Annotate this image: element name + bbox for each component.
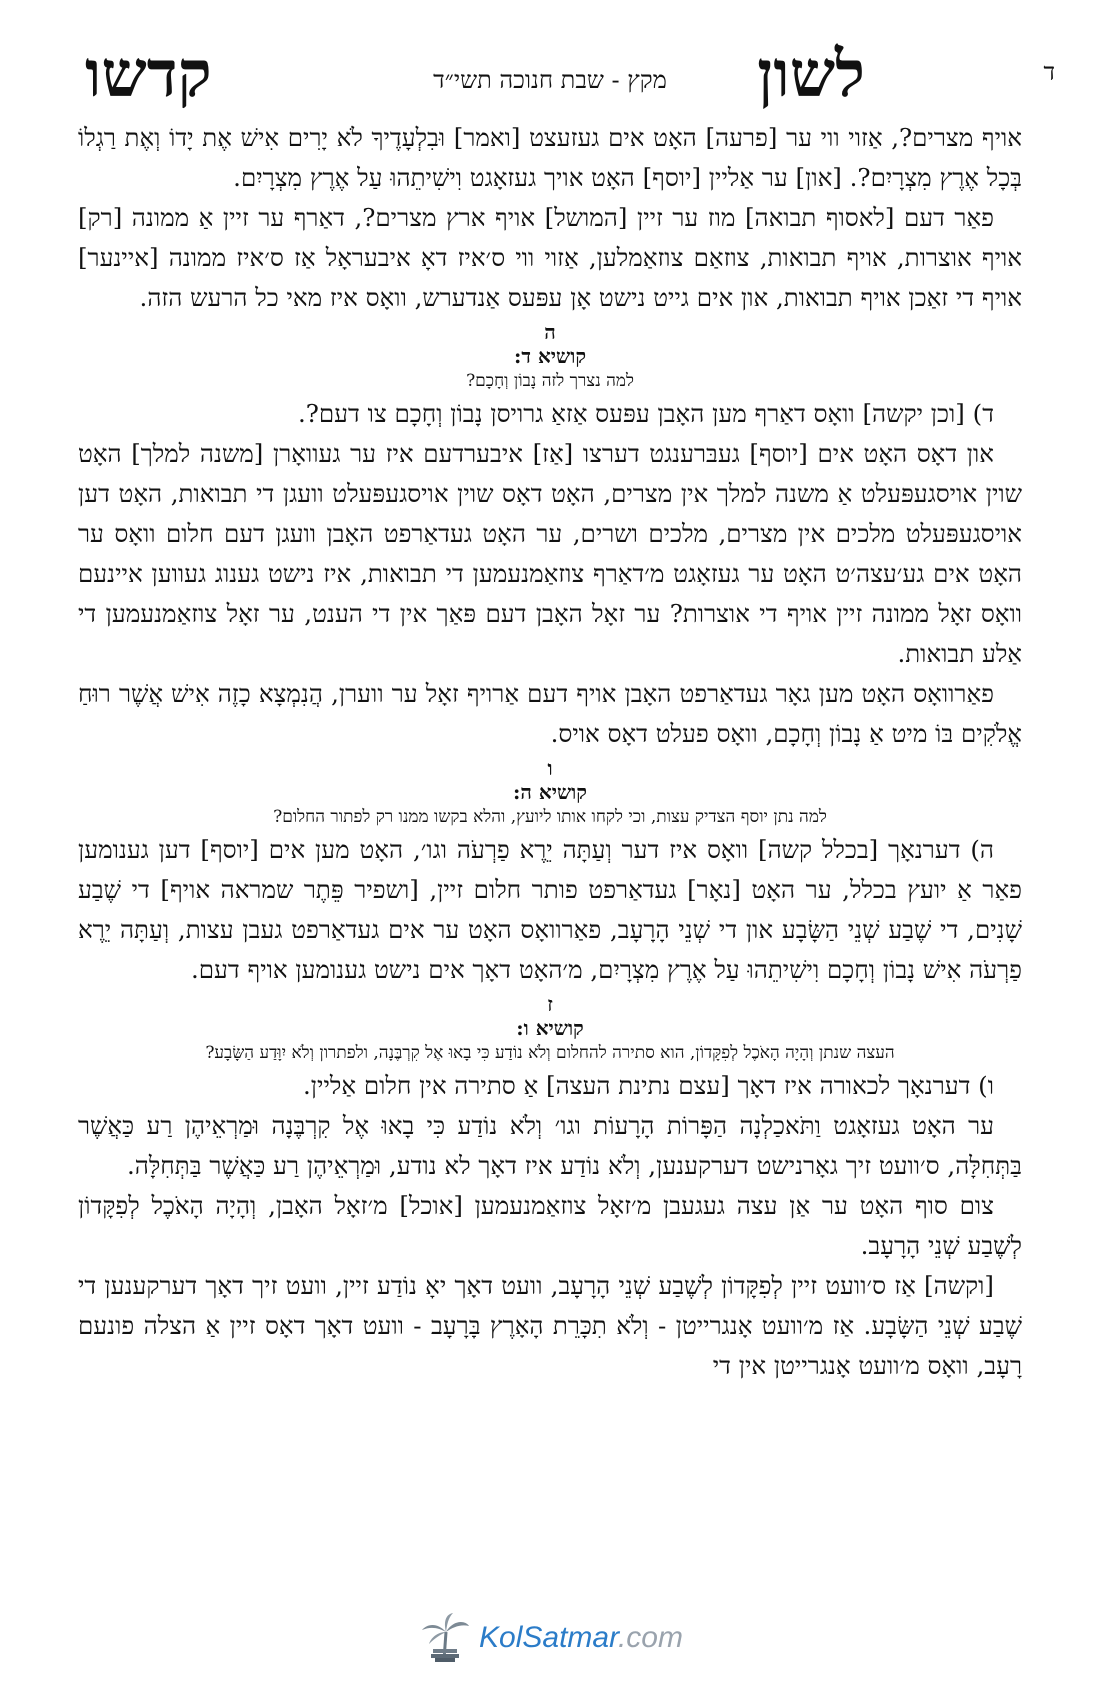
section-subtitle-f: העצה שנתן וְהָיָה הָאֹכֶל לְפִקָּדוֹן, הוא סתירה להחלום וְלֹא נוֹדַע כִּי בָאוּ אֶל קִרְבֶּנָה, ולפתרון וְלֹא יִוָּדַע הַשָּׂבָע? xyxy=(205,1043,895,1063)
section-letter-d: ה xyxy=(544,320,556,344)
page-footer xyxy=(0,1610,1100,1680)
section-subtitle-d: למה נצרך לזה נָבוֹן וְחָכָם? xyxy=(466,371,634,391)
paragraph-4: און דאָס האָט אים [יוסף] געבּרענגט דערצו [אַז] איבערדעם איז ער געוואָרן [משנה למלך] האָט שוין אויסגעפּעלט אַ משנה למלך אין מצרים, האָט דאָס שוין אויסגעפּעלט וועגן די תבואות, האָט דען אויסגעפּעלט מלכים אין מצרים, מלכים ושרים, ער האָט געדאַרפט האָבן וועגן דעם חלום וואָס ער האָט אים גע׳עצה׳ט האָט ער געזאָגט מ׳דאַרף צוזאַמנעמען די תבואות, איז נישט גענוג געווען איינעם וואָס זאָל ממונה זיין אויף די אוצרות? ער זאָל האָבן דעם פּאַך אין די הענט, ער זאָל צוזאַמנעמען די אַלע תבואות. xyxy=(78,439,1022,668)
section-subtitle-e: למה נתן יוסף הצדיק עצות, וכי לקחו אותו ליועץ, והלא בקשו ממנו רק לפתור החלום? xyxy=(273,807,827,827)
paragraph-8: ער האָט געזאָגט וַתֹּאכַלְנָה הַפָּרוֹת הָרָעוֹת וגו׳ וְלֹא נוֹדַע כִּי בָאוּ אֶל קִרְבֶּנָה וּמַרְאֵיהֶן רַע כַּאֲשֶׁר בַּתְּחִלָּה, ס׳וועט זיך גאָרנישט דערקענען, וְלֹא נוֹדַע איז דאָך לא נודע, וּמַרְאֵיהֶן רַע כַּאֲשֶׁר בַּתְּחִלָּה. xyxy=(78,1111,1022,1180)
section-title-e: קושיא ה: xyxy=(513,780,587,804)
section-title-d: קושיא ד: xyxy=(513,344,587,368)
header-subtitle: מקץ - שבת חנוכה תשי״ד xyxy=(433,66,667,94)
header-title-right: לשון xyxy=(757,37,865,112)
section-title-f: קושיא ו: xyxy=(516,1016,584,1040)
kolsatmar-logo[interactable] xyxy=(417,1610,683,1666)
page-number: ד xyxy=(1043,58,1055,86)
main-text xyxy=(78,118,1022,1386)
palm-tree-books-icon xyxy=(417,1610,473,1666)
header-title-left: קדשו xyxy=(85,37,212,112)
section-letter-f: ז xyxy=(547,992,553,1016)
paragraph-6: ה) דערנאָך [בכלל קשה] וואָס איז דער וְעַתָּה יֵרֶא פַרְעֹה וגו׳, האָט מען אים [יוסף] דען גענומען פאַר אַ יועץ בכלל, ער האָט [נאָר] געדאַרפט פותר חלום זיין, [ושפיר פֵּתֶר שמראה אויף] די שֶׁבַע שָׁנִים, די שֶׁבַע שְׁנֵי הַשָּׂבָע און די שְׁנֵי הָרָעָב, פאַרוואָס האָט ער אים געדאַרפט געבן עצות, וְעַתָּה יֵרֶא פַרְעֹה אִישׁ נָבוֹן וְחָכָם וִישִׁיתֵהוּ עַל אֶרֶץ מִצְרָיִם, מ׳האָט דאָך אים נישט גענומען אויף דעם. xyxy=(78,835,1022,984)
logo-domain: .com xyxy=(617,1621,683,1654)
section-letter-e: ו xyxy=(547,756,553,780)
paragraph-5: פאַרוואָס האָט מען גאָר געדאַרפט האָבן אויף דעם אַרויף זאָל ער ווערן, הֲנִמְצָא כָזֶה אִישׁ אֲשֶׁר רוּחַ אֱלֹקִים בּוֹ מיט אַ נָבוֹן וְחָכָם, וואָס פעלט דאָס אויס. xyxy=(78,679,1022,748)
paragraph-10: [וקשה] אַז ס׳וועט זיין לְפִקָּדוֹן לְשֶׁבַע שְׁנֵי הָרָעָב, וועט דאָך יאָ נוֹדַע זיין, וועט זיך דאָך דערקענען די שֶׁבַע שְׁנֵי הַשָּׂבָע. אַז מ׳וועט אָנגרייטן - וְלֹא תִכָּרֵת הָאָרֶץ בָּרָעָב - וועט דאָך דאָס זיין אַ הצלה פונעם רָעָב, וואָס מ׳וועט אָנגרייטן אין די xyxy=(78,1271,1022,1380)
paragraph-7: ו) דערנאָך לכאורה איז דאָך [עצם נתינת העצה] אַ סתירה אין חלום אַליין. xyxy=(303,1071,994,1100)
page-header xyxy=(80,37,1055,112)
paragraph-3: ד) [וכן יקשה] וואָס דאַרף מען האָבן עפּעס אַזאַ גרויסן נָבוֹן וְחָכָם צו דעם?. xyxy=(297,399,994,428)
paragraph-1: אויף מצרים?, אַזוי ווי ער [פרעה] האָט אים געזעצט [ואמר] וּבִלְעָדֶיךָ לֹא יָרִים אִישׁ אֶת יָדוֹ וְאֶת רַגְלוֹ בְּכָל אֶרֶץ מִצְרָיִם?. [און] ער אַליין [יוסף] האָט אויך געזאָגט וִישִׁיתֵהוּ עַל אֶרֶץ מִצְרָיִם. xyxy=(78,123,1022,192)
paragraph-9: צום סוף האָט ער אַן עצה געגעבן מ׳זאָל צוזאַמנעמען [אוכל] מ׳זאָל האָבן, וְהָיָה הָאֹכֶל לְפִקָּדוֹן לְשֶׁבַע שְׁנֵי הָרָעָב. xyxy=(78,1191,1022,1260)
paragraph-2: פאַר דעם [לאסוף תבואה] מוז ער זיין [המושל] אויף ארץ מצרים?, דאַרף ער זיין אַ ממונה [רק] אויף אוצרות, אויף תבואות, צוזאַם צוזאַמלען, אַזוי ווי ס׳איז דאָ איבעראָל אַז ס׳איז ממונה [איינער] אויף די זאַכן אויף תבואות, און אים גייט נישט אָן עפּעס אַנדערש, וואָס איז מאי כל הרעש הזה. xyxy=(78,203,1022,312)
logo-text: KolSatmar.com xyxy=(479,1621,683,1654)
